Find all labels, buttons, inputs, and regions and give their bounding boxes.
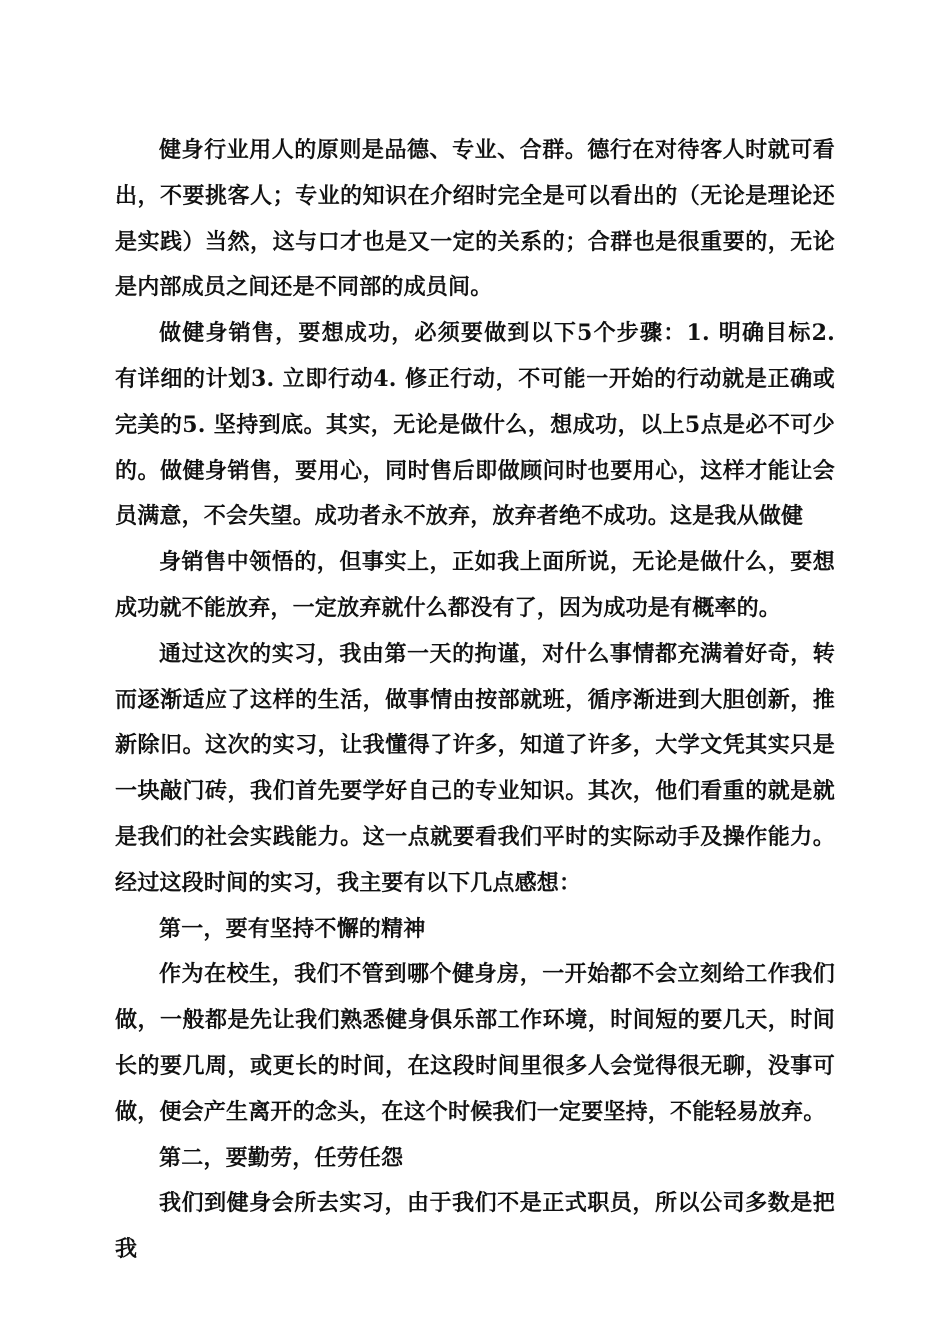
heading-point-two: 第二，要勤劳，任劳任怨 [159, 1144, 404, 1171]
paragraph-hiring-principles: 健身行业用人的原则是品德、专业、合群。德行在对待客人时就可看出，不要挑客人；专业的知识在介绍时完全是可以看出的（无论是理论还是实践）当然，这与口才也是又一定的关系的；合群也是很重要的，无论是内部成员之间还是不同部的成员间。 [115, 137, 835, 301]
paragraph-sales-steps: 做健身销售，要想成功，必须要做到以下5个步骤：1. 明确目标2. 有详细的计划3. 立即行动4. 修正行动，不可能一开始的行动就是正确或完美的5. 坚持到底。其实，无论是做什么，想成功，以上5点是必不可少的。做健身销售，要用心，同时售后即做顾问时也要用心，这样才能让会员满意，不会失望。成功者永不放弃，放弃者绝不成功。这是我从做健 [115, 320, 835, 530]
heading-point-one: 第一，要有坚持不懈的精神 [159, 915, 426, 942]
paragraph-persistence: 作为在校生，我们不管到哪个健身房，一开始都不会立刻给工作我们做，一般都是先让我们熟悉健身俱乐部工作环境，时间短的要几天，时间长的要几周，或更长的时间，在这段时间里很多人会觉得很无聊，没事可做，便会产生离开的念头，在这个时候我们一定要坚持，不能轻易放弃。 [115, 961, 835, 1125]
paragraph-internship-reflection: 通过这次的实习，我由第一天的拘谨，对什么事情都充满着好奇，转而逐渐适应了这样的生活，做事情由按部就班，循序渐进到大胆创新，推新除旧。这次的实习，让我懂得了许多，知道了许多，大学文凭其实只是一块敲门砖，我们首先要学好自己的专业知识。其次，他们看重的就是就是我们的社会实践能力。这一点就要看我们平时的实际动手及操作能力。 经过这段时间的实习，我主要有以下几点感想： [115, 640, 835, 896]
document-body [115, 128, 835, 1273]
paragraph-diligence: 我们到健身会所去实习，由于我们不是正式职员，所以公司多数是把我 [115, 1190, 835, 1263]
paragraph-never-give-up: 身销售中领悟的，但事实上，正如我上面所说，无论是做什么，要想成功就不能放弃，一定放弃就什么都没有了，因为成功是有概率的。 [115, 549, 835, 621]
